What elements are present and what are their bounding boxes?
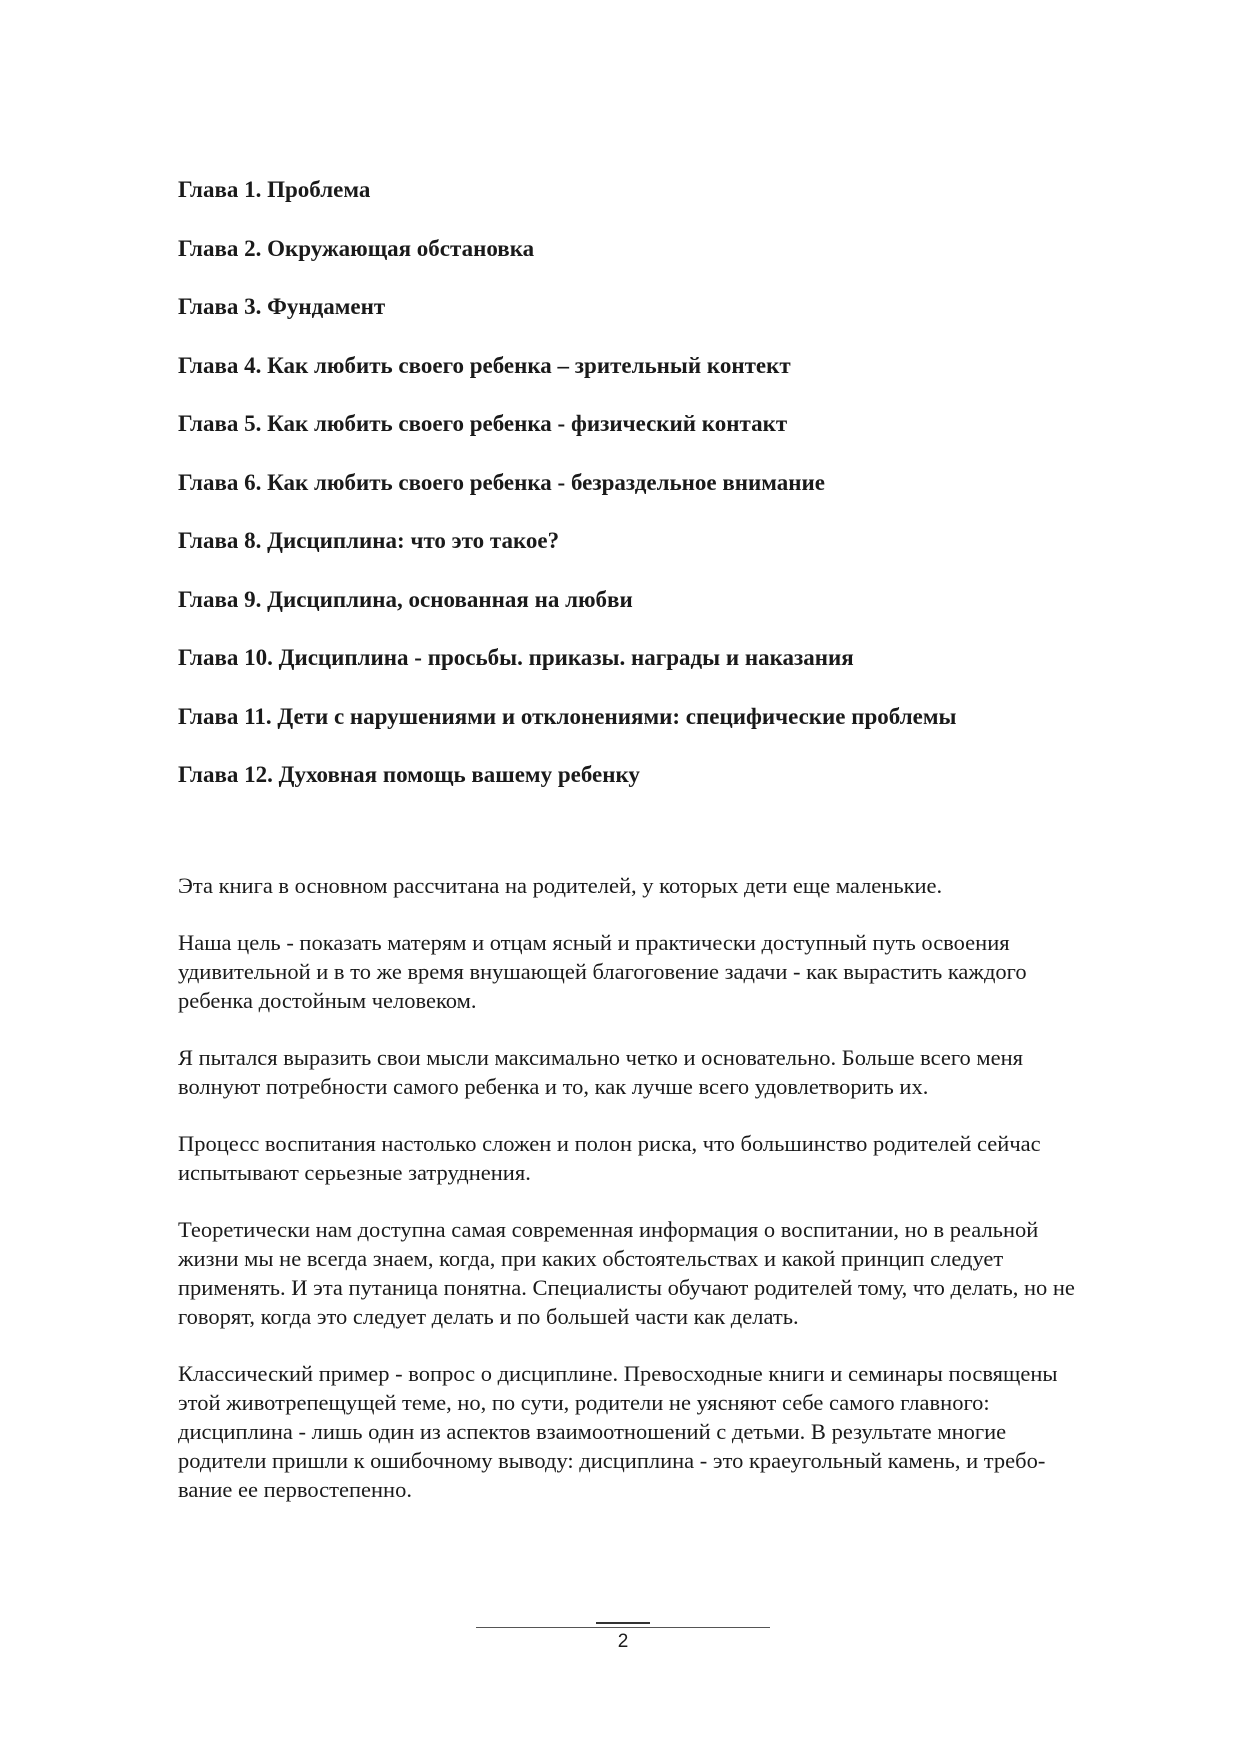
body-text [178,871,1078,1532]
page-number-marker [596,1622,650,1624]
paragraph: Классический пример - вопрос о дисциплине. Превосходные книги и семинары посвящены этой животрепещущей теме, но, по сути, родители не уясняют себе самого главного: дисциплина - лишь один из аспектов взаимоотношений с детьми. В результате многие родители пришли к ошибочному выводу: дисциплина - это краеугольный камень, и требо-вание ее первостепенно. [178,1361,1058,1502]
table-of-contents [178,174,1078,818]
paragraph: Наша цель - показать матерям и отцам ясный и практически доступный путь освоения удивительной и в то же время внушающей благоговение задачи - как вырастить каждого ребенка достойным человеком. [178,930,1027,1013]
paragraph: Процесс воспитания настолько сложен и полон риска, что большинство родителей сейчас испытывают серьезные затруднения. [178,1131,1041,1185]
toc-item-chapter-10: Глава 10. Дисциплина - просьбы. приказы. награды и наказания [178,645,854,670]
toc-item-chapter-1: Глава 1. Проблема [178,177,371,202]
toc-item-chapter-5: Глава 5. Как любить своего ребенка - физический контакт [178,411,788,436]
page-number: 2 [617,1631,629,1652]
toc-item-chapter-3: Глава 3. Фундамент [178,294,386,319]
toc-item-chapter-8: Глава 8. Дисциплина: что это такое? [178,528,560,553]
toc-item-chapter-12: Глава 12. Духовная помощь вашему ребенку [178,762,640,787]
paragraph: Теоретически нам доступна самая современная информация о воспитании, но в реальной жизни мы не всегда знаем, когда, при каких обстоятельствах и какой принцип следует применять. И эта путаница понятна. Специалисты обучают родителей тому, что делать, но не говорят, когда это следует делать и по большей части как делать. [178,1217,1075,1329]
toc-item-chapter-11: Глава 11. Дети с нарушениями и отклонениями: специфические проблемы [178,703,957,729]
paragraph: Эта книга в основном рассчитана на родителей, у которых дети еще маленькие. [178,873,943,898]
toc-item-chapter-9: Глава 9. Дисциплина, основанная на любви [178,586,633,612]
toc-item-chapter-2: Глава 2. Окружающая обстановка [178,235,535,261]
paragraph: Я пытался выразить свои мысли максимально четко и основательно. Больше всего меня волнуют потребности самого ребенка и то, как лучше всего удовлетворить их. [178,1045,1023,1099]
toc-item-chapter-4: Глава 4. Как любить своего ребенка – зрительный контект [178,352,791,378]
toc-item-chapter-6: Глава 6. Как любить своего ребенка - безраздельное внимание [178,469,825,495]
footer-divider [476,1627,770,1628]
